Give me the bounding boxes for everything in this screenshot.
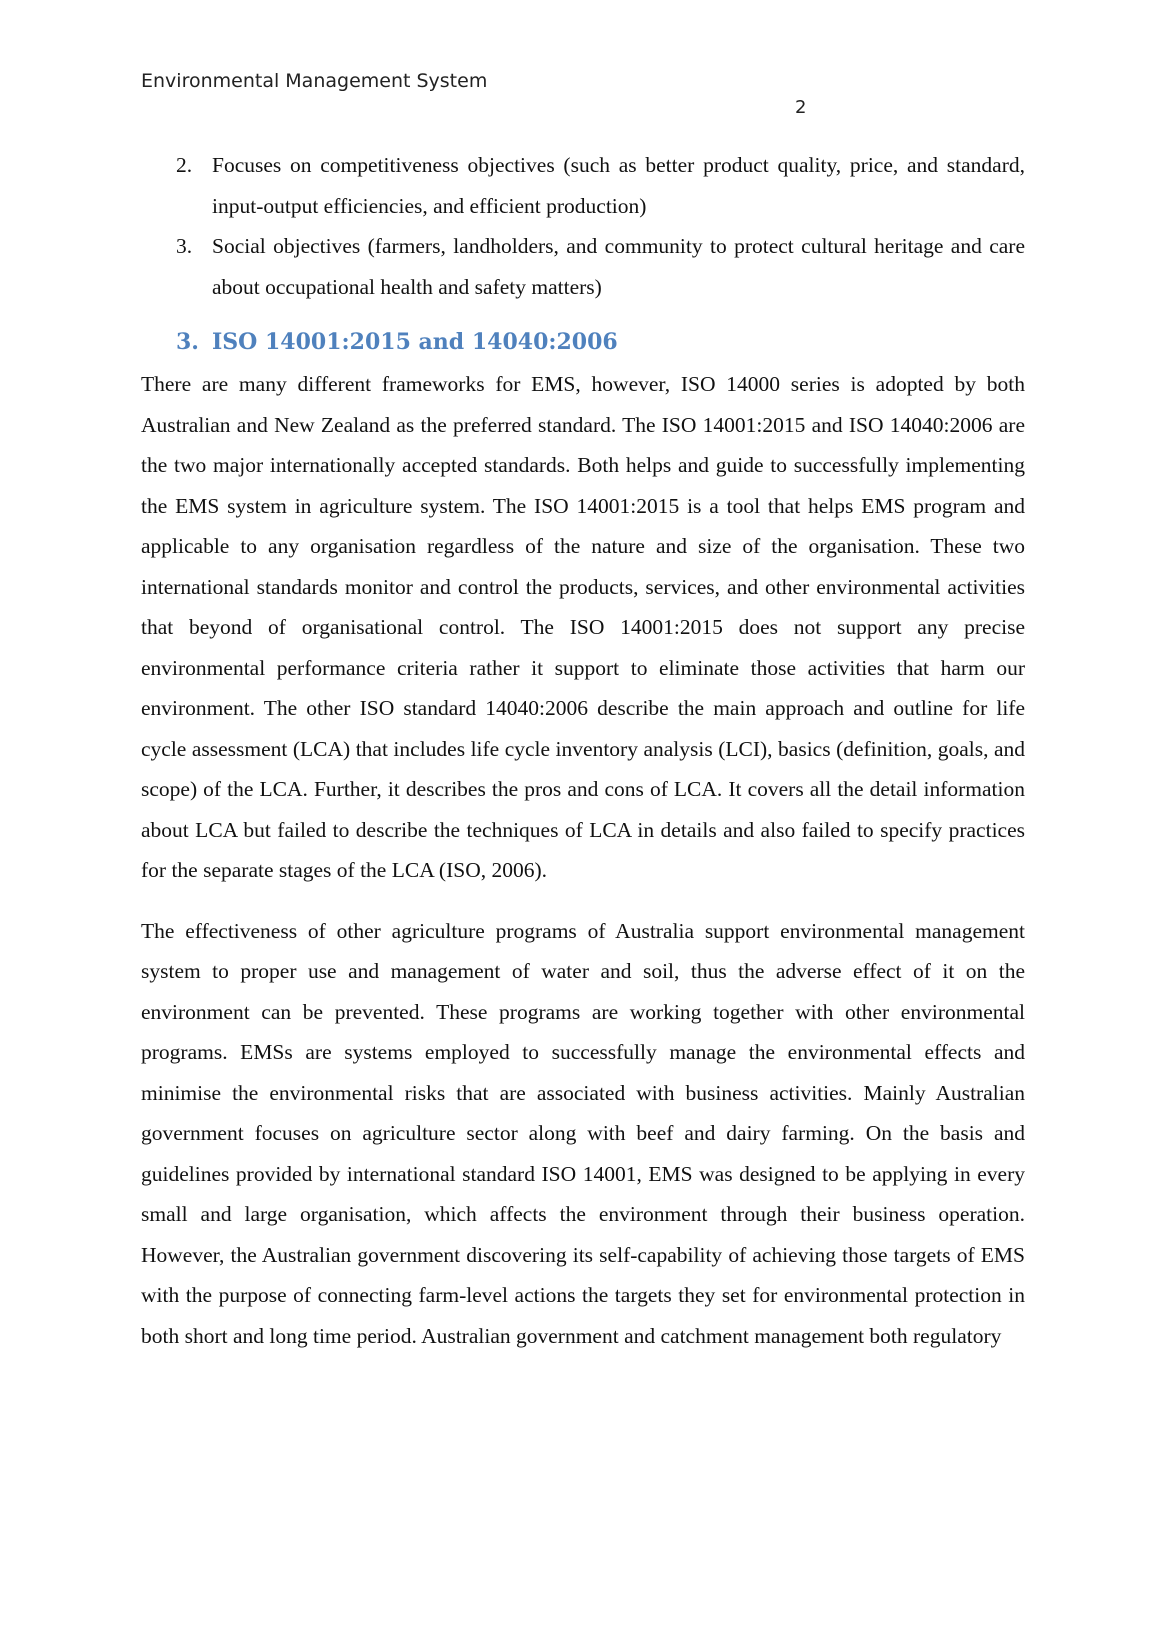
list-item-number: 2. xyxy=(176,153,193,177)
list-item xyxy=(141,226,1025,307)
section-heading xyxy=(141,324,1025,360)
document-body xyxy=(141,145,1025,1376)
list-item-number: 3. xyxy=(176,234,193,258)
list-item-text: Focuses on competitiveness objectives (such as better product quality, price, and standard, input-output efficiencies, and efficient production) xyxy=(212,153,1025,218)
paragraph-iso-standards: There are many different frameworks for EMS, however, ISO 14000 series is adopted by both Australian and New Zealand as the preferred standard. The ISO 14001:2015 and ISO 14040:2006 are the two major internationally accepted standards. Both helps and guide to successfully implementing the EMS system in agriculture system. The ISO 14001:2015 is a tool that helps EMS program and applicable to any organisation regardless of the nature and size of the organisation. These two international standards monitor and control the products, services, and other environmental activities that beyond of organisational control. The ISO 14001:2015 does not support any precise environmental performance criteria rather it support to eliminate those activities that harm our environment. The other ISO standard 14040:2006 describe the main approach and outline for life cycle assessment (LCA) that includes life cycle inventory analysis (LCI), basics (definition, goals, and scope) of the LCA. Further, it describes the pros and cons of LCA. It covers all the detail information about LCA but failed to describe the techniques of LCA in details and also failed to specify practices for the separate stages of the LCA (ISO, 2006). xyxy=(141,372,1025,882)
section-heading-text: ISO 14001:2015 and 14040:2006 xyxy=(212,329,618,355)
page-number: 2 xyxy=(795,97,807,118)
list-item xyxy=(141,145,1025,226)
running-header: Environmental Management System xyxy=(141,70,488,92)
list-item-text: Social objectives (farmers, landholders, and community to protect cultural heritage and care about occupational health and safety matters) xyxy=(212,234,1025,299)
paragraph-agriculture-programs: The effectiveness of other agriculture programs of Australia support environmental management system to proper use and management of water and soil, thus the adverse effect of it on the environment can be prevented. These programs are working together with other environmental programs. EMSs are systems employed to successfully manage the environmental effects and minimise the environmental risks that are associated with business activities. Mainly Australian government focuses on agriculture sector along with beef and dairy farming. On the basis and guidelines provided by international standard ISO 14001, EMS was designed to be applying in every small and large organisation, which affects the environment through their business operation. However, the Australian government discovering its self-capability of achieving those targets of EMS with the purpose of connecting farm-level actions the targets they set for environmental protection in both short and long time period. Australian government and catchment management both regulatory xyxy=(141,918,1025,1348)
objectives-list xyxy=(141,145,1025,307)
section-number: 3. xyxy=(176,329,199,355)
